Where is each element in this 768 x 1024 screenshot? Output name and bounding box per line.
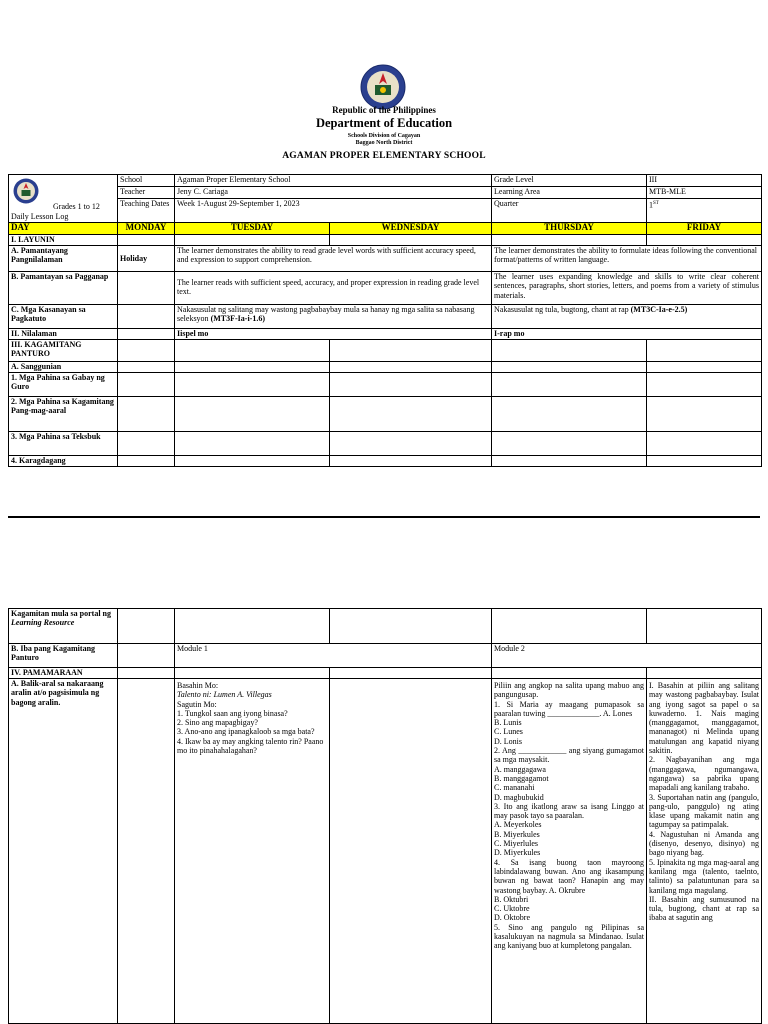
kasanayan-label: C. Mga Kasanayan sa Pagkatuto bbox=[9, 305, 118, 329]
monday-holiday: Holiday bbox=[118, 246, 175, 272]
nilalaman-heading: II. Nilalaman bbox=[9, 329, 118, 340]
pamamaraan-heading: IV. PAMAMARAAN bbox=[9, 668, 118, 679]
thursday-header: THURSDAY bbox=[492, 223, 647, 235]
layunin-heading: I. LAYUNIN bbox=[9, 235, 118, 246]
pg-tuesday: The learner reads with sufficient speed, accuracy, and proper expression in reading grade level text. bbox=[175, 272, 492, 305]
quarter-value: 1ST bbox=[647, 199, 762, 223]
teksbuk-label: 3. Mga Pahina sa Teksbuk bbox=[9, 432, 118, 456]
ks-tuesday: Nakasusulat ng salitang may wastong pagbabaybay mula sa hanay ng mga salita sa nabasang seleksyon (MT3F-Ia-i-1.6) bbox=[175, 305, 492, 329]
wednesday-header: WEDNESDAY bbox=[330, 223, 492, 235]
nilalaman-thursday: I-rap mo bbox=[492, 329, 762, 340]
day-header-row bbox=[9, 223, 762, 235]
gabay-label: 1. Mga Pahina sa Gabay ng Guro bbox=[9, 373, 118, 397]
tuesday-header: TUESDAY bbox=[175, 223, 330, 235]
friday-header: FRIDAY bbox=[647, 223, 762, 235]
division-line: Schools Division of Cagayan bbox=[347, 133, 421, 139]
grade-level-value: III bbox=[647, 175, 762, 187]
pamantayan-pagganap-label: B. Pamantayan sa Pagganap bbox=[9, 272, 118, 305]
pp-thursday: The learner demonstrates the ability to formulate ideas following the conventional format/patterns of written language. bbox=[492, 246, 762, 272]
teacher-label: Teacher bbox=[118, 187, 175, 199]
pp-tuesday: The learner demonstrates the ability to read grade level words with sufficient accuracy speed, and expression to support comprehension. bbox=[175, 246, 492, 272]
deped-seal-small-icon bbox=[13, 178, 39, 204]
module1-cell: Module 1 bbox=[175, 644, 492, 668]
department-line: Department of Education bbox=[315, 116, 453, 130]
school-value: Agaman Proper Elementary School bbox=[175, 175, 492, 187]
pg-thursday: The learner uses expanding knowledge and skills to write clear coherent sentences, paragraphs, short stories, letters, and poems from a variety of stimulus materials. bbox=[492, 272, 762, 305]
dll-table-page1 bbox=[8, 174, 762, 467]
republic-line: Republic of the Philippines bbox=[332, 105, 436, 115]
tuesday-balik-aral: Basahin Mo: Talento ni: Lumen A. Villegas Sagutin Mo: 1. Tungkol saan ang iyong binasa? 2. Sino ang mapagbigay? 3. Ano-ano ang ipanagkaloob sa mga bata? 4. Ikaw ba ay may angking talento rin? Paano mo ito pinahahalagahan? bbox=[175, 679, 330, 1024]
kagamitang-pang-label: 2. Mga Pahina sa Kagamitang Pang-mag-aaral bbox=[9, 397, 118, 432]
grade-level-label: Grade Level bbox=[492, 175, 647, 187]
page-divider bbox=[8, 516, 760, 518]
learning-area-value: MTB-MLE bbox=[647, 187, 762, 199]
pamantayang-pangnilalaman-label: A. Pamantayang Pangnilalaman bbox=[9, 246, 118, 272]
dates-value: Week 1-August 29-September 1, 2023 bbox=[175, 199, 492, 223]
dll-title-cell bbox=[9, 175, 118, 223]
day-col-header: DAY bbox=[9, 223, 118, 235]
kagamitang-heading: III. KAGAMITANG PANTURO bbox=[9, 340, 118, 362]
portal-label: Kagamitan mula sa portal ng Learning Resource bbox=[9, 609, 118, 644]
dll-table-page2 bbox=[8, 608, 762, 1024]
monday-header: MONDAY bbox=[118, 223, 175, 235]
school-label: School bbox=[118, 175, 175, 187]
school-name-line: AGAMAN PROPER ELEMENTARY SCHOOL bbox=[282, 151, 486, 161]
karagdagang-label: 4. Karagdagang bbox=[9, 456, 118, 467]
sanggunian-label: A. Sanggunian bbox=[9, 362, 118, 373]
dates-label: Teaching Dates bbox=[118, 199, 175, 223]
balik-aral-label: A. Balik-aral sa nakaraang aralin at/o pagsisimula ng bagong aralin. bbox=[9, 679, 118, 1024]
module2-cell: Module 2 bbox=[492, 644, 762, 668]
learning-area-label: Learning Area bbox=[492, 187, 647, 199]
grades-label: Grades 1 to 12 bbox=[53, 202, 100, 211]
dll-label: Daily Lesson Log bbox=[11, 212, 69, 221]
nilalaman-tuesday: Iispel mo bbox=[175, 329, 492, 340]
ks-thursday: Nakasusulat ng tula, bugtong, chant at rap (MT3C-Ia-e-2.5) bbox=[492, 305, 762, 329]
friday-balik-aral: I. Basahin at piliin ang salitang may wastong pagbabaybay. Isulat ang iyong sagot sa papel o sa kuwaderno. 1. Nais maging (manggagamot, manggagamot, mananagot) ni Melinda upang matulungan ang kapatid niyang sakitin. 2. Nagbayanihan ang mga (manggagawa, ngumangawa, ngangawa) sa pabrika upang mapadali ang kanilang trabaho. 3. Suportahan natin ang (pangulo, pang-ulo, panggulo) ng ating klase upang makamit natin ang tagumpay sa patimpalak. 4. Nagustuhan ni Amanda ang (disenyo, desenyo, disinyo) ng bago niyang bag. 5. Ipinakita ng mga mag-aaral ang kanilang mga (talento, taelnto, talinto) sa palatuntunan para sa kanilang mga magulang. II. Basahin ang sumusunod na tula, bugtong, chant at rap sa ibaba at sagutin ang bbox=[647, 679, 762, 1024]
quarter-label: Quarter bbox=[492, 199, 647, 223]
district-line: Baggao North District bbox=[355, 140, 413, 146]
deped-seal-icon bbox=[360, 64, 406, 110]
iba-pang-label: B. Iba pang Kagamitang Panturo bbox=[9, 644, 118, 668]
thursday-balik-aral: Piliin ang angkop na salita upang mabuo ang pangungusap. 1. Si Maria ay maagang pumapasok sa paaralan tuwing _____________. A. Lones B. Lunis C. Lunes D. Lonis 2. Ang ____________ ang siyang gumagamot sa mga maysakit. A. manggagawa B. manggagamot C. mananahi D. magbubukid 3. Ito ang ikatlong araw sa isang Linggo at may pasok tayo sa paaralan. A. Meyerkoles B. Miyerkules C. Miyerlules D. Miyerkules 4. Sa isang buong taon mayroong labindalawang buwan. Ano ang ikasampung buwan ng bawat taon? Hanapin ang may wastong baybay. A. Okrubre B. Oktubri C. Uktobre D. Oktobre 5. Sino ang pangulo ng Pilipinas sa kasalukuyan na nagmula sa Mindanao. Isulat ang kaniyang buo at kumpletong pangalan. bbox=[492, 679, 647, 1024]
teacher-value: Jeny C. Cariaga bbox=[175, 187, 492, 199]
